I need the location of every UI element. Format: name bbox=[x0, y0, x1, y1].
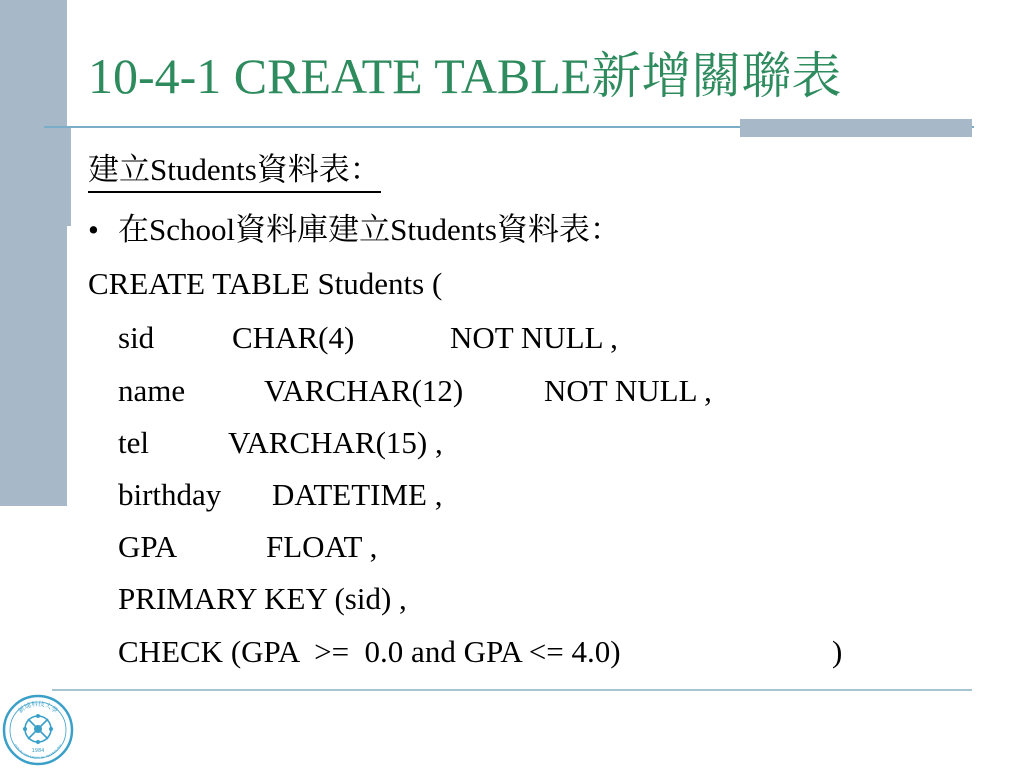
code-field-name: sid bbox=[118, 320, 155, 355]
code-field-constraint: NOT NULL , bbox=[450, 320, 618, 355]
subheading bbox=[88, 150, 381, 193]
code-field-type: CHAR(4) bbox=[232, 320, 355, 355]
code-field-name: birthday bbox=[118, 477, 222, 512]
left-decorative-strip bbox=[67, 128, 71, 226]
bullet-marker: • bbox=[88, 212, 99, 247]
code-field-name: name bbox=[118, 373, 186, 408]
footer-divider bbox=[52, 689, 972, 691]
code-close-paren: ) bbox=[832, 634, 843, 669]
code-field-type: VARCHAR(15) , bbox=[228, 425, 443, 460]
code-field-name: GPA bbox=[118, 529, 178, 564]
code-field-name: tel bbox=[118, 425, 149, 460]
subheading-text: 建立Students資料表： bbox=[88, 150, 381, 193]
logo-chinese-name: 新埔科技大學 bbox=[16, 699, 60, 715]
university-logo bbox=[2, 694, 74, 766]
bullet-item bbox=[88, 208, 621, 252]
logo-year: 1984 bbox=[31, 748, 45, 754]
code-field-type: DATETIME , bbox=[272, 477, 443, 512]
title-divider-block bbox=[740, 119, 972, 137]
code-primary-key: PRIMARY KEY (sid) , bbox=[118, 581, 407, 616]
code-field-type: FLOAT , bbox=[266, 529, 378, 564]
left-decorative-band bbox=[0, 0, 67, 506]
code-field-type: VARCHAR(12) bbox=[264, 373, 464, 408]
bullet-text: 在School資料庫建立Students資料表： bbox=[118, 212, 621, 247]
logo-english-name: HSIN PU UNIVERSITY OF TECHNOLOGY bbox=[13, 743, 63, 761]
slide-title: 10-4-1 CREATE TABLE新增關聯表 bbox=[88, 48, 842, 104]
code-field-constraint: NOT NULL , bbox=[544, 373, 712, 408]
code-open-line: CREATE TABLE Students ( bbox=[88, 266, 443, 301]
code-check-constraint: CHECK (GPA >= 0.0 and GPA <= 4.0) bbox=[118, 634, 621, 669]
